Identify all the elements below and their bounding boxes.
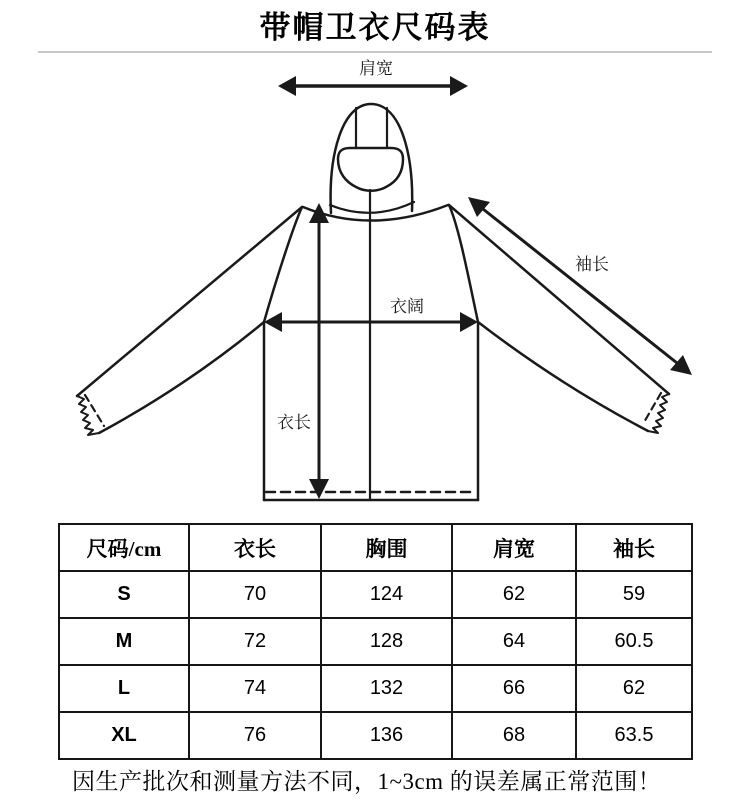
sleeve-length-arrow bbox=[468, 197, 692, 375]
table-cell: 72 bbox=[189, 618, 321, 665]
table-row bbox=[59, 571, 692, 618]
table-cell: 124 bbox=[321, 571, 452, 618]
hoodie-measurement-diagram bbox=[0, 55, 750, 515]
hood-face-opening bbox=[338, 148, 403, 191]
page-title: 带帽卫衣尺码表 bbox=[259, 10, 491, 45]
table-cell: 74 bbox=[189, 665, 321, 712]
header-chest: 胸围 bbox=[321, 524, 452, 571]
size-label: S bbox=[59, 571, 189, 618]
right-cuff-zigzag bbox=[648, 394, 669, 433]
shoulder-width-label: 肩宽 bbox=[359, 59, 393, 78]
table-cell: 132 bbox=[321, 665, 452, 712]
sleeve-length-label: 袖长 bbox=[575, 255, 609, 274]
table-cell: 66 bbox=[452, 665, 576, 712]
size-label: XL bbox=[59, 712, 189, 759]
title-divider bbox=[38, 51, 712, 53]
garment-length-label: 衣长 bbox=[277, 413, 311, 432]
table-row bbox=[59, 712, 692, 759]
hood-outline bbox=[331, 104, 413, 213]
table-cell: 64 bbox=[452, 618, 576, 665]
collar-inner-arc bbox=[330, 202, 414, 213]
left-sleeve-bottom-edge bbox=[99, 322, 264, 433]
header-sleeve-length: 袖长 bbox=[576, 524, 692, 571]
size-label: L bbox=[59, 665, 189, 712]
table-cell: 59 bbox=[576, 571, 692, 618]
table-cell: 62 bbox=[576, 665, 692, 712]
header-garment-length: 衣长 bbox=[189, 524, 321, 571]
left-cuff-zigzag bbox=[77, 396, 99, 435]
left-sleeve-top-edge bbox=[77, 207, 302, 396]
table-cell: 128 bbox=[321, 618, 452, 665]
tolerance-note: 因生产批次和测量方法不同，1~3cm 的误差属正常范围！ bbox=[72, 769, 662, 794]
table-cell: 136 bbox=[321, 712, 452, 759]
garment-width-label: 衣阔 bbox=[390, 297, 424, 316]
body-right-edge bbox=[449, 205, 478, 500]
header-shoulder-width: 肩宽 bbox=[452, 524, 576, 571]
table-row bbox=[59, 665, 692, 712]
table-cell: 60.5 bbox=[576, 618, 692, 665]
table-cell: 68 bbox=[452, 712, 576, 759]
body-left-edge bbox=[264, 207, 302, 500]
right-sleeve-top-edge bbox=[449, 205, 669, 394]
right-sleeve-bottom-edge bbox=[478, 322, 648, 431]
size-table-header-row bbox=[59, 524, 692, 571]
table-cell: 63.5 bbox=[576, 712, 692, 759]
table-row bbox=[59, 618, 692, 665]
size-table bbox=[58, 523, 693, 760]
shoulder-width-arrow bbox=[278, 76, 468, 96]
size-label: M bbox=[59, 618, 189, 665]
header-size-cm: 尺码/cm bbox=[59, 524, 189, 571]
table-cell: 76 bbox=[189, 712, 321, 759]
garment-length-arrow bbox=[309, 203, 329, 499]
table-cell: 62 bbox=[452, 571, 576, 618]
table-cell: 70 bbox=[189, 571, 321, 618]
